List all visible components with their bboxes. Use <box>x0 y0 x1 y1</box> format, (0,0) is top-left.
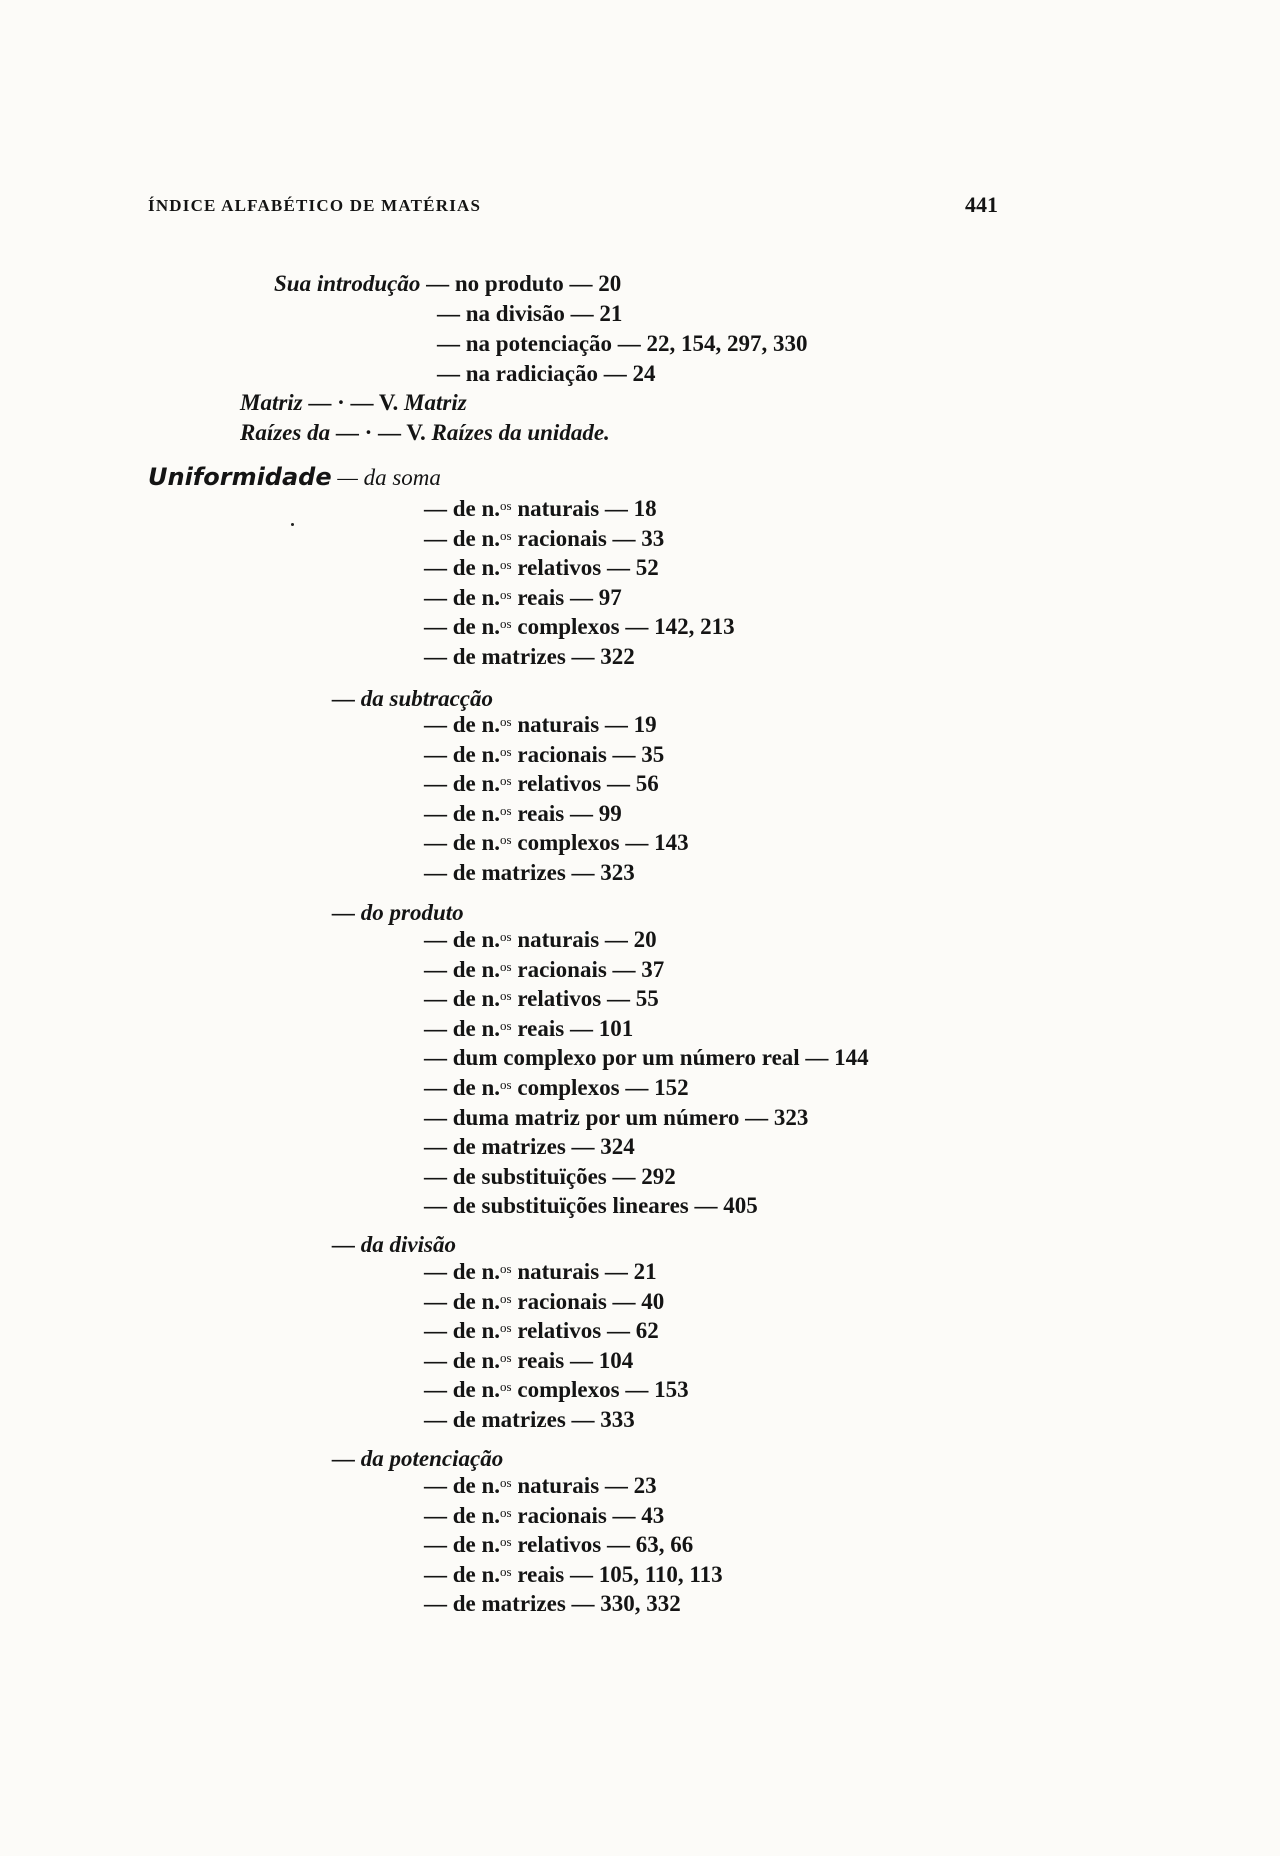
entry-head: Raízes da <box>240 420 331 445</box>
entry-uniformidade <box>148 465 441 489</box>
index-subline: — de matrizes — 333 <box>424 1407 635 1432</box>
index-subline: — de n.$^{os}$ reais — 104 <box>424 1348 634 1373</box>
page-number: 441 <box>965 192 998 217</box>
entry-raizes <box>240 421 610 444</box>
index-subline: — de n.$^{os}$ racionais — 35 <box>424 742 665 767</box>
index-subline: — de n.$^{os}$ racionais — 37 <box>424 957 665 982</box>
index-subline: — de n.$^{os}$ relativos — 56 <box>424 771 659 796</box>
index-subline: — de matrizes — 322 <box>424 644 635 669</box>
index-subline: — de n.$^{os}$ relativos — 52 <box>424 555 659 580</box>
index-subline: — de n.$^{os}$ complexos — 152 <box>424 1075 689 1100</box>
index-subline: — de n.$^{os}$ relativos — 62 <box>424 1318 659 1343</box>
entry-ref: Matriz <box>404 390 467 415</box>
index-subline: — dum complexo por um número real — 144 <box>424 1045 869 1070</box>
entry-term: Uniformidade <box>148 463 332 491</box>
index-subline: — de n.$^{os}$ complexos — 142, 213 <box>424 614 735 639</box>
index-subline: — de n.$^{os}$ relativos — 63, 66 <box>424 1532 694 1557</box>
subentry-da-subtraccao: — da subtracção <box>332 686 493 711</box>
entry-text: — · — V. <box>330 420 432 445</box>
index-subline: — de n.$^{os}$ racionais — 43 <box>424 1503 665 1528</box>
index-subline: — de n.$^{os}$ naturais — 21 <box>424 1259 657 1284</box>
index-subline: — de n.$^{os}$ naturais — 19 <box>424 712 657 737</box>
subentry-da-divisao: — da divisão <box>332 1232 456 1257</box>
index-subline: — de substituïções lineares — 405 <box>424 1193 758 1218</box>
index-subline: — de n.$^{os}$ relativos — 55 <box>424 986 659 1011</box>
index-subline: — de n.$^{os}$ complexos — 153 <box>424 1377 689 1402</box>
entry-text: — · — V. <box>302 390 405 415</box>
subentry-da-soma: — da soma <box>331 465 441 490</box>
index-subline: — de n.$^{os}$ naturais — 23 <box>424 1473 657 1498</box>
index-subline: — de substituïções — 292 <box>424 1164 676 1189</box>
index-subline: — duma matriz por um número — 323 <box>424 1105 809 1130</box>
entry-head: Matriz <box>240 390 303 415</box>
entry-sua-introducao <box>274 272 621 295</box>
entry-line: — na potenciação — 22, 154, 297, 330 <box>437 331 808 356</box>
entry-line: — na radiciação — 24 <box>437 361 656 386</box>
entry-head: Sua introdução <box>274 271 421 296</box>
index-subline: — de matrizes — 323 <box>424 860 635 885</box>
print-speck <box>291 523 294 526</box>
entry-line: — na divisão — 21 <box>437 301 623 326</box>
subentry-da-potenciacao: — da potenciação <box>332 1446 504 1471</box>
subentry-do-produto: — do produto <box>332 900 464 925</box>
entry-text: — no produto — 20 <box>420 271 622 296</box>
entry-matriz <box>240 391 467 414</box>
index-subline: — de n.$^{os}$ naturais — 18 <box>424 496 657 521</box>
index-subline: — de n.$^{os}$ racionais — 40 <box>424 1289 665 1314</box>
index-subline: — de n.$^{os}$ naturais — 20 <box>424 927 657 952</box>
entry-ref: Raízes da unidade. <box>431 420 610 445</box>
index-subline: — de n.$^{os}$ racionais — 33 <box>424 526 665 551</box>
index-subline: — de n.$^{os}$ reais — 101 <box>424 1016 634 1041</box>
index-subline: — de matrizes — 324 <box>424 1134 635 1159</box>
running-header: ÍNDICE ALFABÉTICO DE MATÉRIAS <box>148 196 482 215</box>
index-subline: — de n.$^{os}$ reais — 97 <box>424 585 622 610</box>
index-subline: — de n.$^{os}$ reais — 105, 110, 113 <box>424 1562 723 1587</box>
index-subline: — de n.$^{os}$ reais — 99 <box>424 801 622 826</box>
index-subline: — de n.$^{os}$ complexos — 143 <box>424 830 689 855</box>
index-subline: — de matrizes — 330, 332 <box>424 1591 681 1616</box>
